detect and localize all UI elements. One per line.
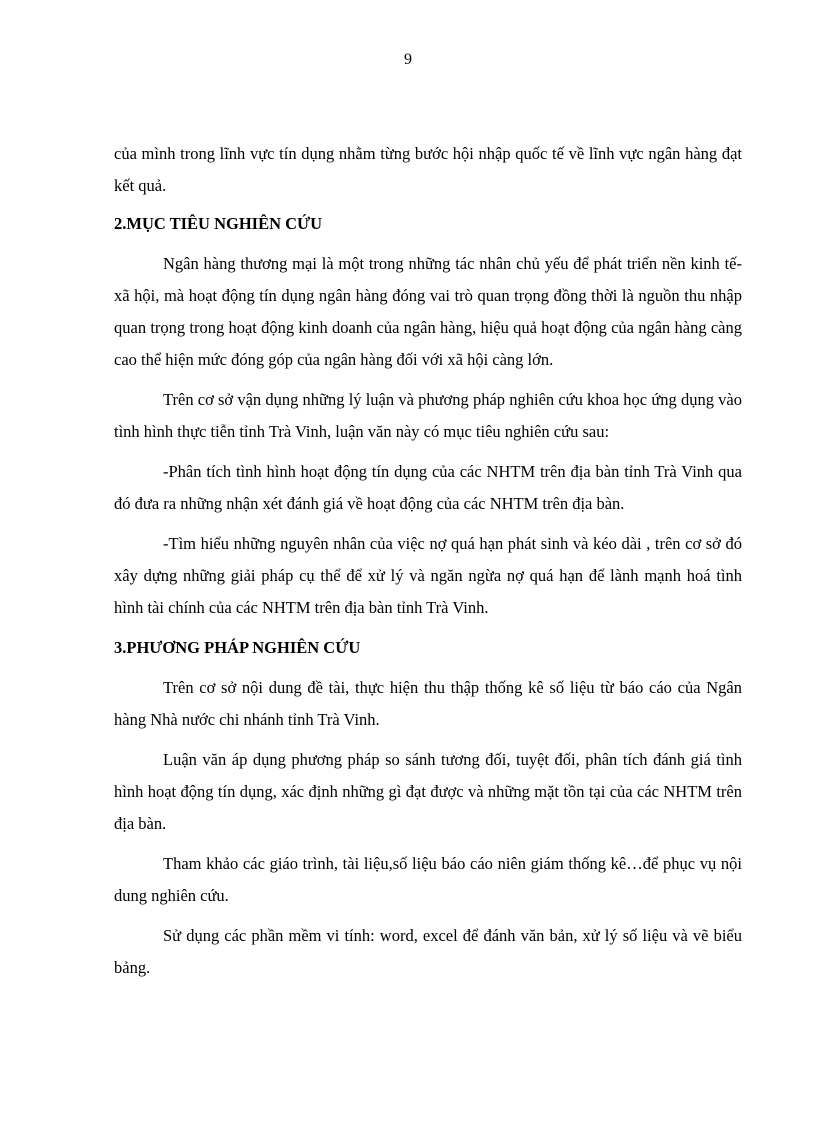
section-3-paragraph-4: Sử dụng các phần mềm vi tính: word, excel để đánh văn bản, xử lý số liệu và vẽ biểu bảng. <box>114 926 742 977</box>
section-3-paragraph-3: Tham khảo các giáo trình, tài liệu,số liệu báo cáo niên giám thống kê…để phục vụ nội dung nghiên cứu. <box>114 854 742 905</box>
section-3-heading: 3.PHƯƠNG PHÁP NGHIÊN CỨU <box>114 638 361 657</box>
section-3-paragraph-1: Trên cơ sở nội dung đề tài, thực hiện thu thập thống kê số liệu từ báo cáo của Ngân hàng Nhà nước chi nhánh tỉnh Trà Vinh. <box>114 678 742 729</box>
document-body <box>114 138 742 992</box>
section-2-heading: 2.MỤC TIÊU NGHIÊN CỨU <box>114 214 323 233</box>
section-2-objective-1: -Phân tích tình hình hoạt động tín dụng của các NHTM trên địa bàn tỉnh Trà Vinh qua đó đưa ra những nhận xét đánh giá về hoạt động của các NHTM trên địa bàn. <box>114 462 742 513</box>
section-2-objective-2: -Tìm hiểu những nguyên nhân của việc nợ quá hạn phát sinh và kéo dài , trên cơ sở đó xây dựng những giải pháp cụ thể để xử lý và ngăn ngừa nợ quá hạn để lành mạnh hoá tình hình tài chính của các NHTM trên địa bàn tỉnh Trà Vinh. <box>114 534 742 617</box>
section-3-paragraph-2: Luận văn áp dụng phương pháp so sánh tương đối, tuyệt đối, phân tích đánh giá tình hình hoạt động tín dụng, xác định những gì đạt được và những mặt tồn tại của các NHTM trên địa bàn. <box>114 750 742 833</box>
continued-paragraph: của mình trong lĩnh vực tín dụng nhằm từng bước hội nhập quốc tế về lĩnh vực ngân hàng đạt kết quả. <box>114 144 742 195</box>
section-2-paragraph-1: Ngân hàng thương mại là một trong những tác nhân chủ yếu để phát triển nền kinh tế-xã hội, mà hoạt động tín dụng ngân hàng đóng vai trò quan trọng đồng thời là nguồn thu nhập quan trọng trong hoạt động kinh doanh của ngân hàng, hiệu quả hoạt động của ngân hàng càng cao thể hiện mức đóng góp của ngân hàng đối với xã hội càng lớn. <box>114 254 742 369</box>
section-2-paragraph-2: Trên cơ sở vận dụng những lý luận và phương pháp nghiên cứu khoa học ứng dụng vào tình hình thực tiễn tỉnh Trà Vinh, luận văn này có mục tiêu nghiên cứu sau: <box>114 390 742 441</box>
page-number: 9 <box>404 51 412 68</box>
